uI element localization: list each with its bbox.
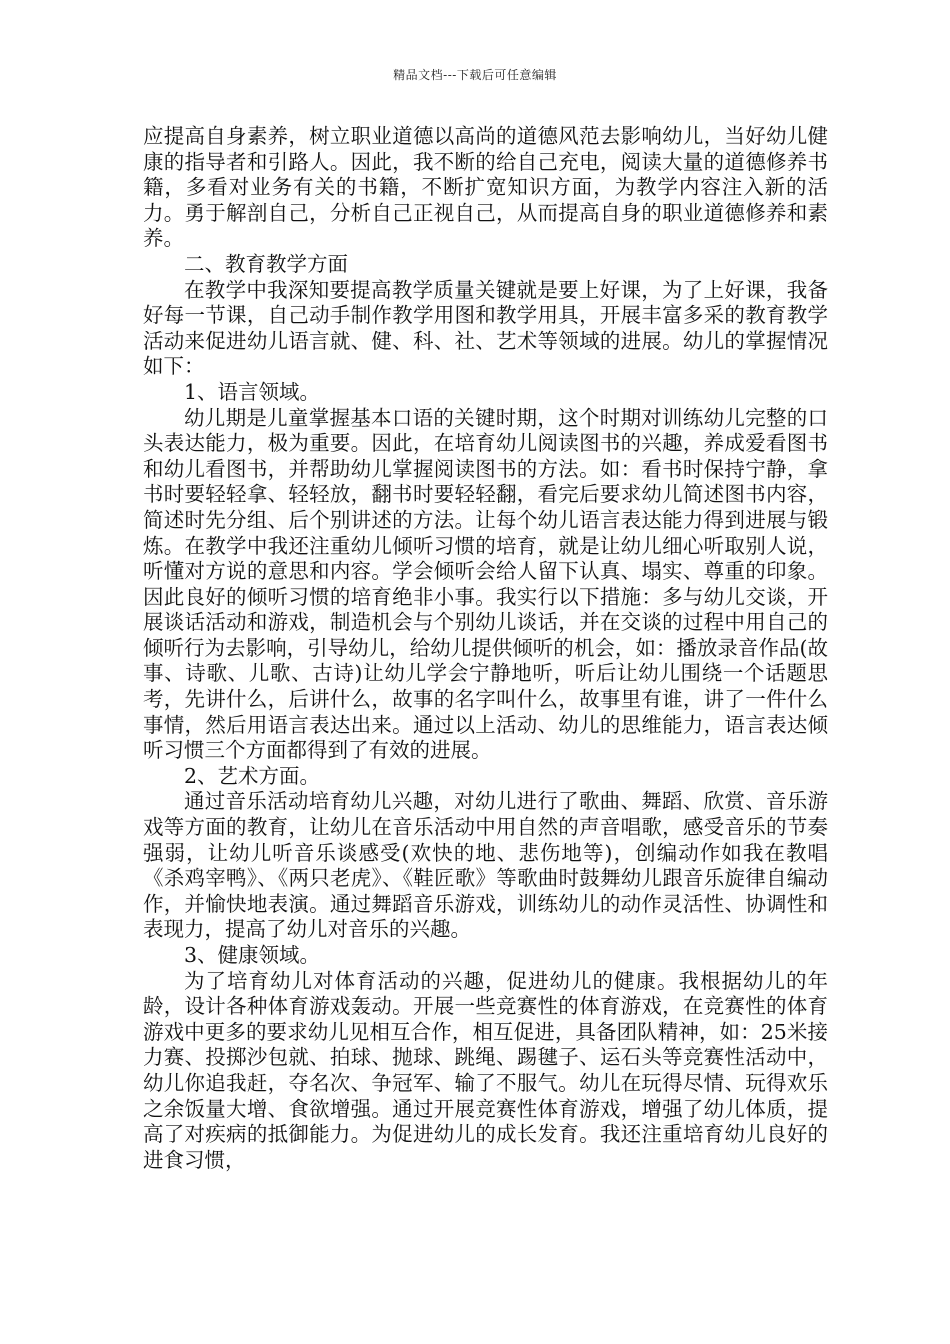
section-heading-teaching: 二、教育教学方面 [184,251,348,276]
page-header: 精品文档---下载后可任意编辑 [393,68,557,82]
paragraph-health: 为了培育幼儿对体育活动的兴趣，促进幼儿的健康。我根据幼儿的年龄，设计各种体育游戏轰动。开展一些竞赛性的体育游戏，在竞赛性的体育游戏中更多的要求幼儿见相互合作，相互促进，具备团队精神，如：25米接力赛、投掷沙包就、拍球、抛球、跳绳、踢毽子、运石头等竞赛性活动中，幼儿你追我赶，夺名次、争冠军、输了不服气。幼儿在玩得尽情、玩得欢乐之余饭量大增、食欲增强。通过开展竞赛性体育游戏，增强了幼儿体质，提高了对疾病的抵御能力。为促进幼儿的成长发育。我还注重培育幼儿良好的进食习惯， [143,968,828,1172]
subheading-art: 2、艺术方面。 [184,763,321,788]
subheading-health: 3、健康领域。 [184,943,321,967]
paragraph-art: 通过音乐活动培育幼儿兴趣，对幼儿进行了歌曲、舞蹈、欣赏、音乐游戏等方面的教育，让幼儿在音乐活动中用自然的声音唱歌，感受音乐的节奏强弱，让幼儿听音乐谈感受(欢快的地、悲伤地等)，创编动作如我在教唱《杀鸡宰鸭》、《两只老虎》、《鞋匠歌》等歌曲时鼓舞幼儿跟音乐旋律自编动作，并愉快地表演。通过舞蹈音乐游戏，训练幼儿的动作灵活性、协调性和表现力，提高了幼儿对音乐的兴趣。 [143,789,828,942]
paragraph-teaching-intro: 在教学中我深知要提高教学质量关键就是要上好课，为了上好课，我备好每一节课，自己动手制作教学用图和教学用具，开展丰富多采的教育教学活动来促进幼儿语言就、健、科、社、艺术等领域的进展。幼儿的掌握情况如下： [143,277,828,379]
subheading-language: 1、语言领域。 [184,379,321,404]
document-body [143,124,828,1173]
paragraph-ethics-conclusion: 应提高自身素养，树立职业道德以高尚的道德风范去影响幼儿，当好幼儿健康的指导者和引路人。因此，我不断的给自己充电，阅读大量的道德修养书籍，多看对业务有关的书籍，不断扩宽知识方面，为教学内容注入新的活力。勇于解剖自己，分析自己正视自己，从而提高自身的职业道德修养和素养。 [143,124,828,251]
paragraph-language: 幼儿期是儿童掌握基本口语的关键时期，这个时期对训练幼儿完整的口头表达能力，极为重要。因此，在培育幼儿阅读图书的兴趣，养成爱看图书和幼儿看图书，并帮助幼儿掌握阅读图书的方法。如：看书时保持宁静，拿书时要轻轻拿、轻轻放，翻书时要轻轻翻，看完后要求幼儿简述图书内容，简述时先分组、后个别讲述的方法。让每个幼儿语言表达能力得到进展与锻炼。在教学中我还注重幼儿倾听习惯的培育，就是让幼儿细心听取别人说，听懂对方说的意思和内容。学会倾听会给人留下认真、塌实、尊重的印象。因此良好的倾听习惯的培育绝非小事。我实行以下措施：多与幼儿交谈，开展谈话活动和游戏，制造机会与个别幼儿谈话，并在交谈的过程中用自己的倾听行为去影响，引导幼儿，给幼儿提供倾听的机会，如：播放录音作品(故事、诗歌、儿歌、古诗)让幼儿学会宁静地听，听后让幼儿围绕一个话题思考，先讲什么，后讲什么，故事的名字叫什么，故事里有谁，讲了一件什么事情，然后用语言表达出来。通过以上活动、幼儿的思维能力，语言表达倾听习惯三个方面都得到了有效的进展。 [143,405,828,763]
